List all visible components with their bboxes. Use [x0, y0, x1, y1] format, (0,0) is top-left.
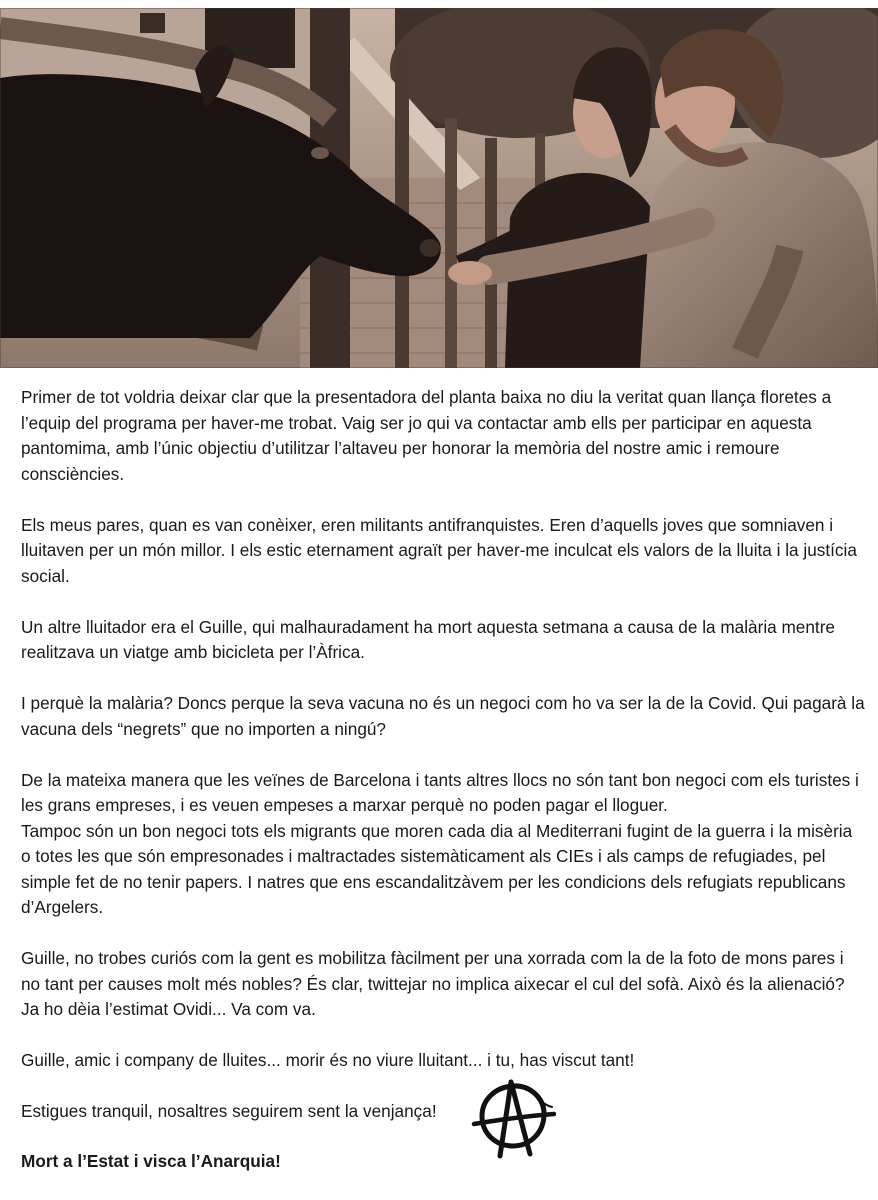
- paragraph-alienation: Guille, no trobes curiós com la gent es mobilitza fàcilment per una xorrada com la de la foto de mons pares i no tant per causes molt més nobles? És clar, twittejar no implica aixecar el cul del sofà. Això és la alienació? Ja ho dèia l’estimat Ovidi... Va com va.: [21, 948, 845, 1019]
- closing-slogan: Mort a l’Estat i visca l’Anarquia!: [21, 1150, 281, 1171]
- paragraph-revenge: Estigues tranquil, nosaltres seguirem sent la venjança!: [21, 1101, 437, 1121]
- paragraph-farewell: Guille, amic i company de lluites... morir és no viure lluitant... i tu, has viscut tant!: [21, 1050, 635, 1070]
- vintage-photo-couple-with-donkey: [0, 8, 878, 368]
- paragraph-barcelona: De la mateixa manera que les veïnes de Barcelona i tants altres llocs no són tant bon negoci com els turistes i les grans empreses, i es veuen empeses a marxar perquè no poden pagar el lloguer.: [21, 769, 859, 815]
- paragraph-intro: Primer de tot voldria deixar clar que la presentadora del planta baixa no diu la veritat quan llança floretes a l’equip del programa per haver-me trobat. Vaig ser jo qui va contactar amb ells per participar en aquesta pantomima, amb l’únic objectiu d’utilitzar l’altaveu per honorar la memòria del nostre amic i remoure consciències.: [21, 387, 832, 484]
- paragraph-parents: Els meus pares, quan es van conèixer, eren militants antifranquistes. Eren d’aquells joves que somniaven i lluitaven per un món millor. I els estic eternament agraït per haver-me inculcat els valors de la lluita i la justícia social.: [21, 514, 857, 586]
- letter-body: [21, 385, 866, 1174]
- paragraph-migrants: Tampoc són un bon negoci tots els migrants que moren cada dia al Mediterrani fugint de la guerra i la misèria o totes les que són empresonades i maltractades sistemàticament als CIEs i als camps de refugiades, pel simple fet de no tenir papers. I natres que ens escandalitzàvem per les condicions dels refugiats republicans d’Argelers.: [21, 820, 853, 917]
- paragraph-malaria: I perquè la malària? Doncs perque la seva vacuna no és un negoci com ho va ser la de la Covid. Qui pagarà la vacuna dels “negrets” que no importen a ningú?: [21, 693, 865, 739]
- header-photo: [0, 8, 878, 368]
- anarchy-circle-a-icon: [470, 1074, 556, 1160]
- paragraph-guille: Un altre lluitador era el Guille, qui malhauradament ha mort aquesta setmana a causa de la malària mentre realitzava un viatge amb bicicleta per l’Àfrica.: [21, 616, 835, 662]
